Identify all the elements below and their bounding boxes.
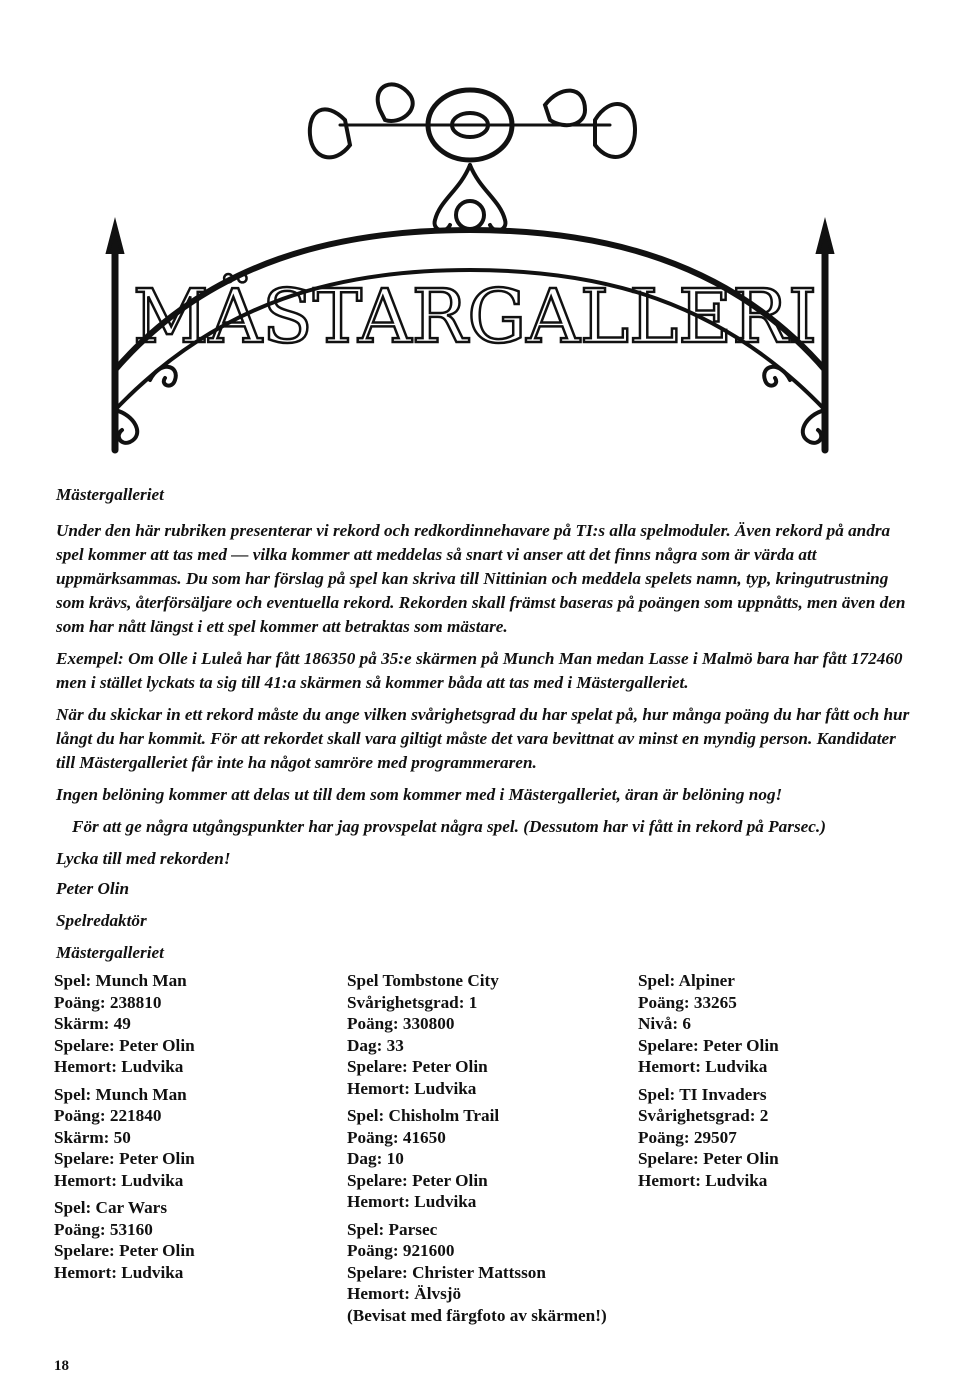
record-line: Svårighetsgrad: 2 bbox=[638, 1106, 769, 1125]
record-line: Hemort: Älvsjö bbox=[347, 1284, 462, 1303]
record-line: Poäng: 238810 bbox=[54, 992, 162, 1012]
article-paragraph-example: Exempel: Om Olle i Luleå har fått 186350 på 35:e skärmen på Munch Man medan Lasse i Malmö bara har fått 172460 men i stället lyckats ta sig till 41:a skärmen så kommer båda att tas med i Mästergalleriet. bbox=[56, 649, 903, 692]
record-line: Dag: 33 bbox=[347, 1035, 404, 1055]
signature-name: Peter Olin bbox=[56, 879, 130, 898]
record-line: Spel: Alpiner bbox=[638, 971, 735, 990]
article-paragraph-goodluck: Lycka till med rekorden! bbox=[56, 849, 231, 868]
record-entry bbox=[347, 970, 647, 1099]
record-line: Spelare: Peter Olin bbox=[54, 1035, 195, 1055]
record-line: Dag: 10 bbox=[347, 1149, 404, 1168]
record-line: Spel: Car Wars bbox=[54, 1198, 168, 1217]
record-line: Hemort: Ludvika bbox=[54, 1057, 184, 1076]
record-line: Hemort: Ludvika bbox=[347, 1192, 477, 1211]
record-line: Poäng: 33265 bbox=[638, 992, 737, 1012]
records-column-left bbox=[54, 970, 324, 1289]
record-line: Hemort: Ludvika bbox=[638, 1170, 768, 1190]
article-paragraph-reward: Ingen belöning kommer att delas ut till dem som kommer med i Mästergalleriet, äran är belöning nog! bbox=[56, 785, 783, 804]
record-entry bbox=[347, 1219, 647, 1327]
record-line: Spel Tombstone City bbox=[347, 971, 499, 990]
record-entry bbox=[54, 1084, 324, 1192]
record-entry bbox=[638, 1084, 898, 1192]
page-number: 18 bbox=[54, 1358, 69, 1374]
mastergalleri-gate-logo bbox=[90, 80, 860, 460]
record-line: Hemort: Ludvika bbox=[638, 1057, 768, 1076]
record-line: Spelare: Peter Olin bbox=[638, 1035, 779, 1055]
record-line: Spel: Parsec bbox=[347, 1219, 438, 1239]
record-entry bbox=[638, 970, 898, 1078]
article-paragraph-tested: För att ge några utgångspunkter har jag provspelat några spel. (Dessutom har vi fått in rekord på Parsec.) bbox=[72, 817, 826, 836]
record-line: Spelare: Peter Olin bbox=[347, 1170, 488, 1190]
record-line: Spel: TI Invaders bbox=[638, 1084, 767, 1104]
record-line: Poäng: 53160 bbox=[54, 1219, 153, 1239]
record-line: Spel: Chisholm Trail bbox=[347, 1106, 500, 1125]
record-line: Hemort: Ludvika bbox=[54, 1262, 184, 1282]
logo-text: MÄSTARGALLERI bbox=[132, 274, 818, 360]
record-line: Spel: Munch Man bbox=[54, 1084, 187, 1104]
record-line: Skärm: 49 bbox=[54, 1014, 131, 1033]
article-heading: Mästergalleriet bbox=[56, 485, 164, 504]
records-column-right bbox=[638, 970, 898, 1197]
record-line: Poäng: 330800 bbox=[347, 1014, 455, 1033]
article-paragraph-intro: Under den här rubriken presenterar vi rekord och redkordinnehavare på TI:s alla spelmoduler. Även rekord på andra spel kommer att tas med — vilka kommer att meddelas så snart vi anser att det finns några som är värda att uppmärksammas. Du som har förslag på spel kan skriva till Nittinian och meddela spelets namn, typ, kringutrustning som krävs, återförsäljare och eventuella rekord. Rekorden skall främst baseras på poängen som uppnåtts, men även den som har nått längst i ett spel kommer att betraktas som mästare. bbox=[56, 521, 906, 636]
record-entry bbox=[54, 1197, 324, 1283]
record-line: Spelare: Peter Olin bbox=[638, 1149, 779, 1168]
record-line: Spelare: Peter Olin bbox=[54, 1149, 195, 1168]
records-column-middle bbox=[347, 970, 647, 1332]
record-line: Poäng: 29507 bbox=[638, 1127, 737, 1147]
signature-role: Spelredaktör bbox=[56, 911, 147, 930]
record-line: Spel: Munch Man bbox=[54, 971, 187, 990]
record-line: Poäng: 221840 bbox=[54, 1106, 162, 1125]
record-line: Hemort: Ludvika bbox=[347, 1078, 477, 1098]
record-entry bbox=[347, 1105, 647, 1213]
record-line: Svårighetsgrad: 1 bbox=[347, 992, 478, 1012]
record-line: Spelare: Peter Olin bbox=[347, 1057, 488, 1076]
article-paragraph-rules: När du skickar in ett rekord måste du ange vilken svårighetsgrad du har spelat på, hur många poäng du har fått och hur långt du har kommit. För att rekordet skall vara giltigt måste det vara bevittnat av minst en myndig person. Kandidater till Mästergalleriet får inte ha något samröre med programmeraren. bbox=[56, 705, 910, 772]
record-line: Nivå: 6 bbox=[638, 1014, 691, 1033]
record-line: Hemort: Ludvika bbox=[54, 1170, 184, 1190]
record-line: (Bevisat med färgfoto av skärmen!) bbox=[347, 1305, 607, 1325]
article bbox=[56, 483, 916, 967]
record-line: Spelare: Christer Mattsson bbox=[347, 1262, 546, 1282]
signature-section: Mästergalleriet bbox=[56, 943, 164, 962]
record-entry bbox=[54, 970, 324, 1078]
record-line: Spelare: Peter Olin bbox=[54, 1241, 195, 1260]
record-line: Poäng: 921600 bbox=[347, 1241, 455, 1260]
record-line: Poäng: 41650 bbox=[347, 1127, 446, 1147]
record-line: Skärm: 50 bbox=[54, 1127, 131, 1147]
